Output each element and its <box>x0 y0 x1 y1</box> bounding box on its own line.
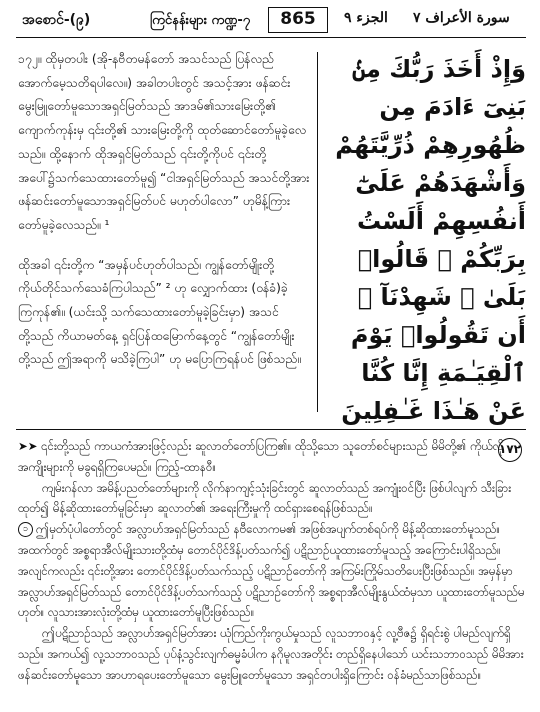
footnote-3-text: ဤမှတ်ပုံပါတော်တွင် အလ္လာဟ်အရှင်မြတ်သည် နဗီလောကမ၏ အဖြစ်အပျက်တစ်ရပ်ကို မိန့်ဆိုထားတော်မူသည်။ အထက်တွင် အစ္စရာအီလ်မျိုးသားတို့ထံမှ တောင်ပိုင်ဒိန့်ပတ်သက်၍ ပဋိညာဉ်ယူထားတော်မူသည့် အကြောင်းပါရှိသည်။ အလျင်ကလည်း ၎င်းတို့အား တောင်ပိုင်ဒိန့်ပတ်သက်သည့် ပဋိညာဉ်တော်ကို အကြမ်းကြိုမ်သတိပေးပြီးဖြစ်သည်။ အမှန်မှာ အလ္လာဟ်အရှင်မြတ်သည် တောင်ပိုင်ဒိန့်ပတ်သက်သည့် ပဋိညာဉ်တော်ကို အစ္စရာအီလ်မျိုးနွယ်ထံမှသာ ယူထားတော်မူသည်မဟုတ်။ လူသားအားလုံးတို့ထံမှ ယူထားတော်မူပြီးဖြစ်သည်။ <box>18 522 525 620</box>
translation-paragraph-1: ၁၇၂။ ထိုမှတပါး (အို-နဗီတမန်တော် အသင်သည် ပြန်လည်အောက်မေ့သတိရပါလေ။) အခါတပါးတွင် အသင့်အား ဖန်ဆင်းမွေးမြူတော်မူသောအရှင်မြတ်သည် အာဒမ်၏သားမြေးတို့၏ ကျောက်ကုန်းမှ ၎င်းတို့၏ သားမြေးတို့ကို ထုတ်ဆောင်တော်မူခဲ့လေသည်။ ထို့နောက် ထိုအရှင်မြတ်သည် ၎င်းတို့ကိုပင် ၎င်းတို့အပေါ်၌သက်သေထားတော်မူ၍ “ငါအရှင်မြတ်သည် အသင်တို့အား ဖန်ဆင်းတော်မူသောအရှင်မြတ်ပင် မဟုတ်ပါလော” ဟုမိန့်ကြားတော်မူခဲ့လေသည်။ ¹ <box>18 52 310 232</box>
footnote-4: ဤပဋိညာဉ်သည် အလ္လာဟ်အရှင်မြတ်အား ယုံကြည်ကိုးကွယ်မှုသည် လူသဘာဝနှင့် လူ့ဗီဇ၌ ရှိရင်းစွဲ ပါမည်လျက်ရှိသည်။ အကယ်၍ လူ့သဘာဝသည် ပုပ်နံ့သွင်းလျက်ဓမ္မခံပါက နဂိုမူလအတိုင်း တည်ရှိနေပါသော် ယင်းသဘာဝသည် မိမိအားဖန်ဆင်းတော်မူသော အာဟာရပေးတော်မူသော မွေးမြူတော်မူသော အရှင်တပါးရှိကြောင်း ဝန်ခံမည်သာဖြစ်သည်။ <box>18 626 524 682</box>
header-divider <box>16 37 526 38</box>
arabic-verse-column <box>326 50 526 456</box>
footnotes-section <box>18 436 526 686</box>
surah-label: سورة الأعراف ٧ <box>413 10 510 26</box>
footnote-number-marker: ၁ <box>18 522 33 537</box>
translation-paragraph-2: ထိုအခါ ၎င်းတို့က “အမှန်ပင်ဟုတ်ပါသည်၊ ကျွန်တော်မျိုးတို့ကိုယ်တိုင်သက်သေခံကြပါသည်” ² ဟု လျှောက်ထား (ဝန်ခံ)ခဲ့ကြကုန်၏။ (ယင်းသို့ သက်သေထားတော်မူခဲ့ခြင်းမှာ) အသင်တို့သည် ကိယာမတ်နေ့ ရှင်ပြန်ထမြောက်နေ့တွင် “ကျွန်တော်မျိုးတို့သည် ဤအရာကို မသိခဲ့ကြပါ” ဟု မပြောကြရန်ပင် ဖြစ်သည်။ <box>18 257 301 367</box>
arabic-verse-text: وَإِذْ أَخَذَ رَبُّكَ مِنۢ بَنِىٓ ءَادَمَ مِن ظُهُورِهِمْ ذُرِّيَّتَهُمْ وَأَشْهَدَهُمْ عَلَىٰٓ أَنفُسِهِمْ أَلَسْتُ بِرَبِّكُمْ ۖ قَالُوا۟ بَلَىٰ ۛ شَهِدْنَآ ۛ أَن تَقُولُوا۟ يَوْمَ ٱلْقِيَـٰمَةِ إِنَّا كُنَّا عَنْ هَـٰذَا غَـٰفِلِينَ <box>335 55 526 425</box>
footnote-divider <box>16 429 526 430</box>
footnote-1-text: ၎င်းတို့သည် ကာယကံအားဖြင့်လည်း ဆူလာတ်တော်ပြကြ၏။ ထိုသို့သော သူတော်စင်များသည် မိမိတို့၏ ကိုယ်လိုအကျိုးများကို မခွရရှိကြပေမည်။ ကြည့်-ထာနဝီ။ <box>18 439 504 474</box>
footnote-2: ကျမ်းဂန်လာ အမိန့်ပညတ်တော်များကို လိုက်နာကျင့်သုံးခြင်းတွင် ဆူလာတ်သည် အကျုံးဝင်ပြီး ဖြစ်ပါလျက် သီးခြားထုတ်၍ မိန့်ဆိုထားတော်မူခြင်းမှာ ဆူလာတ်၏ အရေးကြီးမှုကို ထင်ရှားစေရန်ဖြစ်သည်။ <box>18 480 512 516</box>
section-label: ကြင်နန်းများ ကဏ္ဍ-၇ <box>150 13 251 28</box>
footnote-3 <box>18 519 526 623</box>
column-divider <box>317 52 318 412</box>
translation-column <box>18 48 310 372</box>
ayah-number-marker: ١٧٢ <box>498 438 522 462</box>
page-header <box>0 0 540 40</box>
juz-label: الجزء ٩ <box>344 10 388 26</box>
arrow-marker-icon: ➤➤ <box>18 439 38 453</box>
volume-label: အစောင်-(၉) <box>22 12 91 28</box>
footnote-1 <box>18 436 526 478</box>
page-number: 865 <box>268 7 328 33</box>
